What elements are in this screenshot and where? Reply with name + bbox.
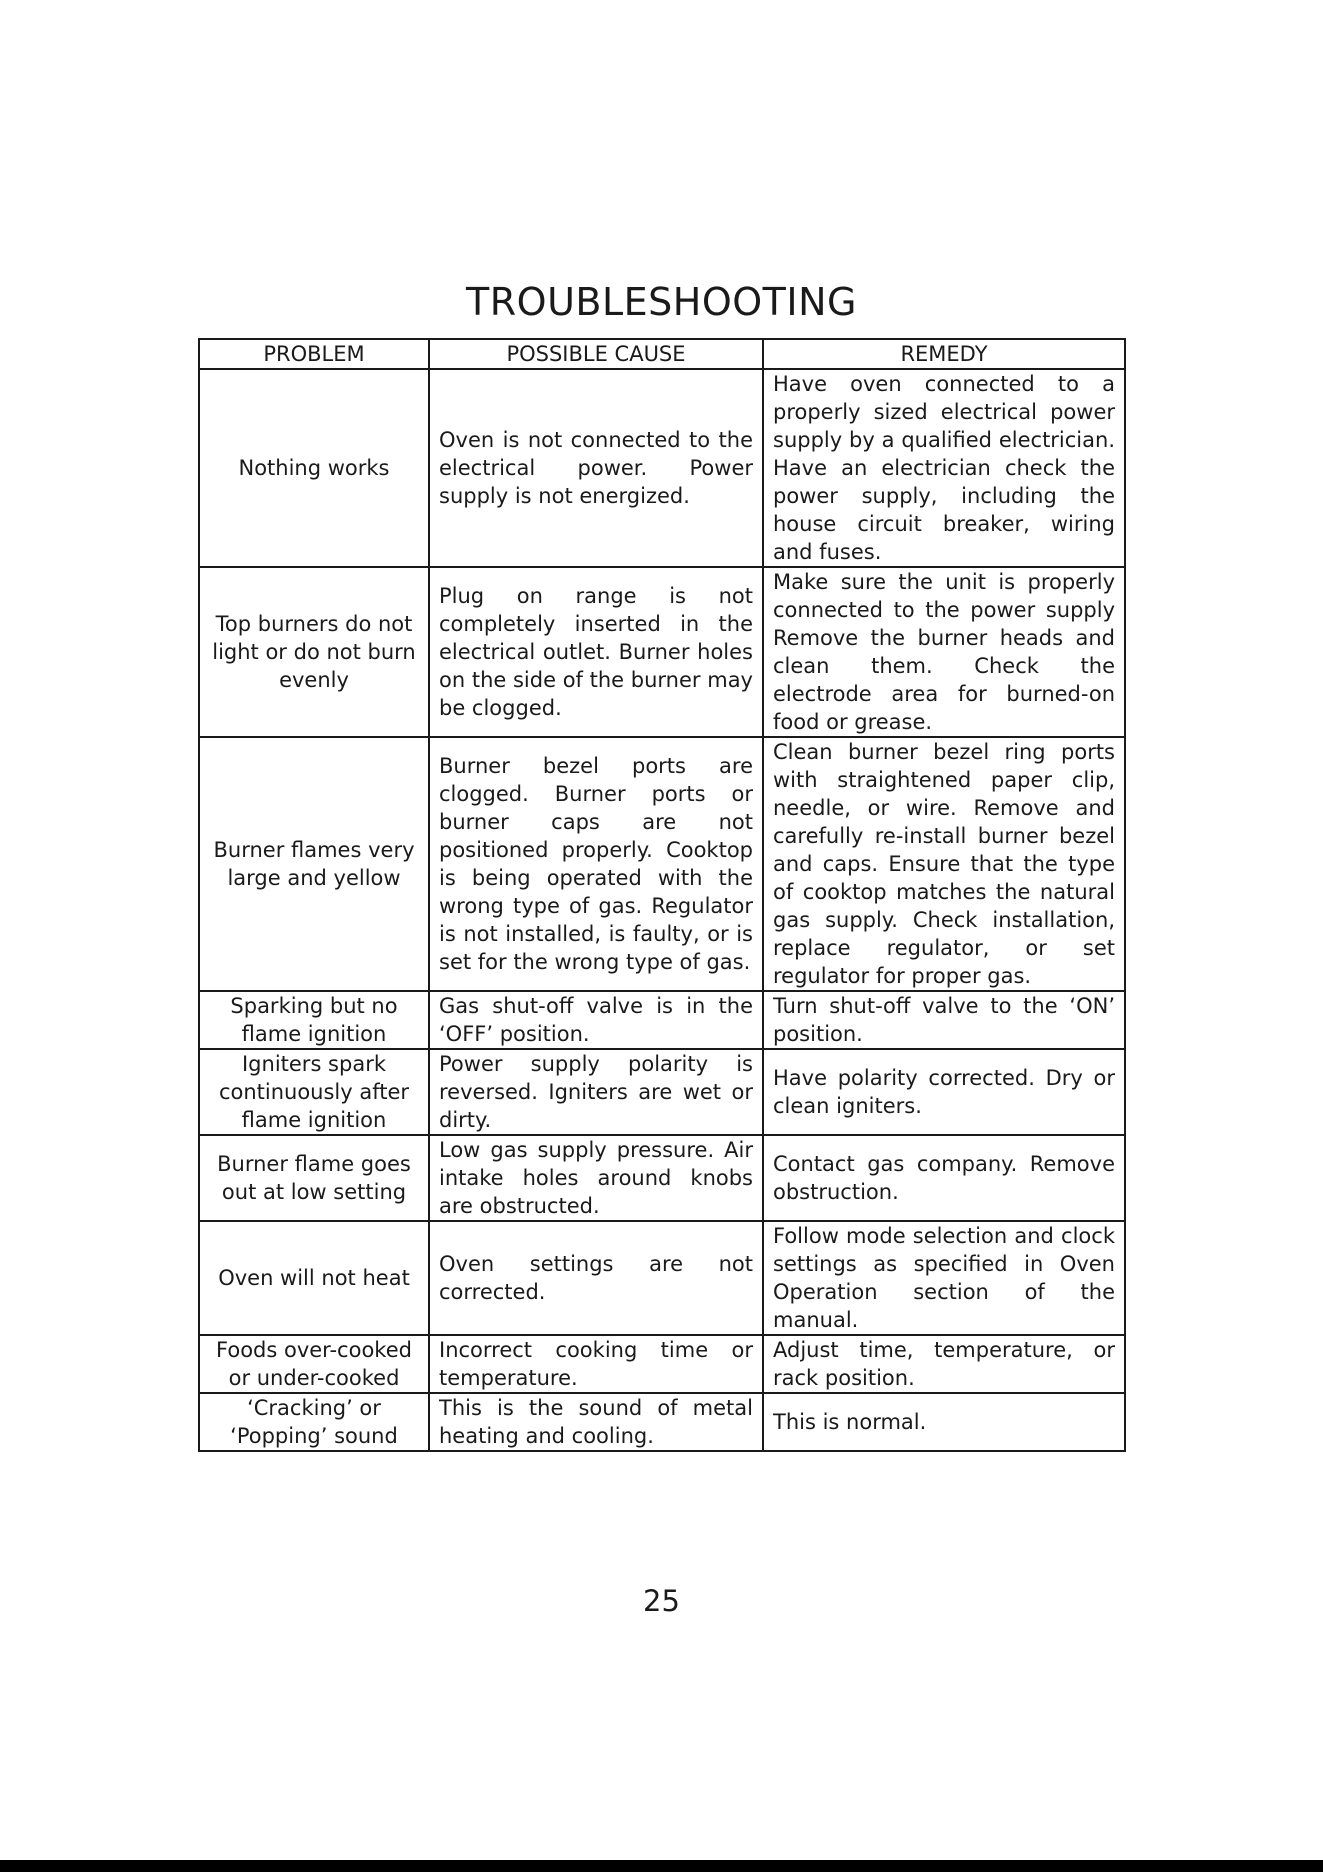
- remedy-cell: Clean burner bezel ring ports with straightened paper clip, needle, or wire. Remove and carefully re-install burner bezel and caps. Ensure that the type of cooktop matches the natural gas supply. Check installation, replace regulator, or set regulator for proper gas.: [763, 737, 1125, 991]
- troubleshooting-table: [198, 338, 1126, 1452]
- remedy-cell: Turn shut-off valve to the ‘ON’ position.: [763, 991, 1125, 1049]
- problem-cell: Igniters spark continuously after flame ignition: [199, 1049, 429, 1135]
- cause-cell: Low gas supply pressure. Air intake holes around knobs are obstructed.: [429, 1135, 763, 1221]
- remedy-cell: This is normal.: [763, 1393, 1125, 1451]
- cause-cell: Power supply polarity is reversed. Igniters are wet or dirty.: [429, 1049, 763, 1135]
- cause-cell: This is the sound of metal heating and cooling.: [429, 1393, 763, 1451]
- page-number: 25: [643, 1584, 680, 1618]
- table-row: [199, 1393, 1125, 1451]
- remedy-cell: Have polarity corrected. Dry or clean igniters.: [763, 1049, 1125, 1135]
- cause-cell: Plug on range is not completely inserted in the electrical outlet. Burner holes on the side of the burner may be clogged.: [429, 567, 763, 737]
- table-header-row: [199, 339, 1125, 369]
- cause-cell: Oven settings are not corrected.: [429, 1221, 763, 1335]
- remedy-cell: Contact gas company. Remove obstruction.: [763, 1135, 1125, 1221]
- problem-cell: Oven will not heat: [199, 1221, 429, 1335]
- table-row: [199, 1049, 1125, 1135]
- column-header-remedy: REMEDY: [763, 339, 1125, 369]
- table-row: [199, 1221, 1125, 1335]
- problem-cell: Burner flames very large and yellow: [199, 737, 429, 991]
- cause-cell: Oven is not connected to the electrical power. Power supply is not energized.: [429, 369, 763, 567]
- remedy-cell: Make sure the unit is properly connected to the power supply Remove the burner heads and clean them. Check the electrode area for burned-on food or grease.: [763, 567, 1125, 737]
- cause-cell: Gas shut-off valve is in the ‘OFF’ position.: [429, 991, 763, 1049]
- problem-cell: Nothing works: [199, 369, 429, 567]
- remedy-cell: Adjust time, temperature, or rack position.: [763, 1335, 1125, 1393]
- problem-cell: Burner flame goes out at low setting: [199, 1135, 429, 1221]
- page-title: TROUBLESHOOTING: [466, 280, 857, 325]
- column-header-possible-cause: POSSIBLE CAUSE: [429, 339, 763, 369]
- remedy-cell: Follow mode selection and clock settings as specified in Oven Operation section of the manual.: [763, 1221, 1125, 1335]
- problem-cell: ‘Cracking’ or ‘Popping’ sound: [199, 1393, 429, 1451]
- problem-cell: Top burners do not light or do not burn evenly: [199, 567, 429, 737]
- table-row: [199, 567, 1125, 737]
- scan-edge-strip: [0, 1860, 1323, 1872]
- table-row: [199, 1135, 1125, 1221]
- problem-cell: Sparking but no flame ignition: [199, 991, 429, 1049]
- table-row: [199, 737, 1125, 991]
- table-row: [199, 991, 1125, 1049]
- problem-cell: Foods over-cooked or under-cooked: [199, 1335, 429, 1393]
- table-row: [199, 1335, 1125, 1393]
- table-row: [199, 369, 1125, 567]
- column-header-problem: PROBLEM: [199, 339, 429, 369]
- cause-cell: Incorrect cooking time or temperature.: [429, 1335, 763, 1393]
- cause-cell: Burner bezel ports are clogged. Burner ports or burner caps are not positioned properly. Cooktop is being operated with the wrong type of gas. Regulator is not installed, is faulty, or is set for the wrong type of gas.: [429, 737, 763, 991]
- remedy-cell: Have oven connected to a properly sized electrical power supply by a qualified electrician. Have an electrician check the power supply, including the house circuit breaker, wiring and fuses.: [763, 369, 1125, 567]
